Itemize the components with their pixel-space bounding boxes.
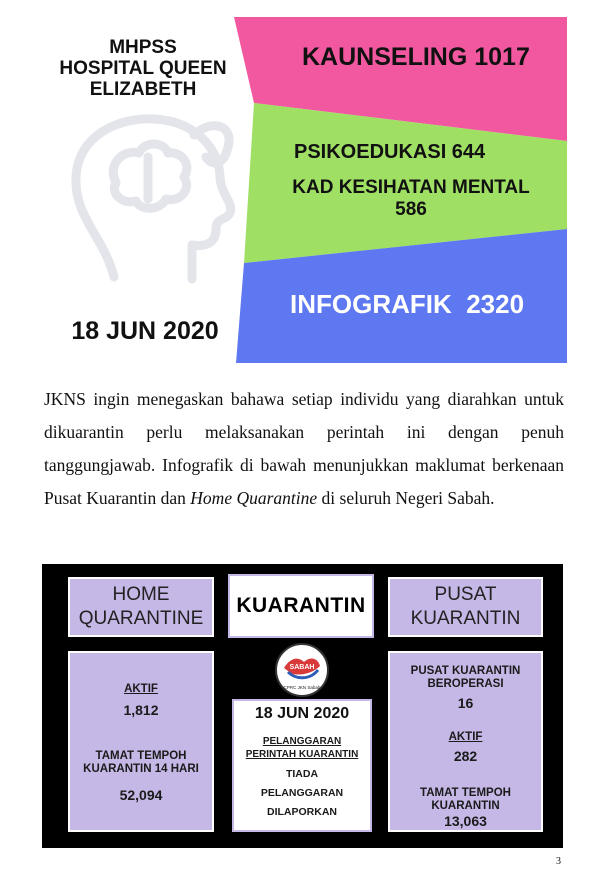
logo-text: SABAH bbox=[289, 664, 315, 671]
pusat-kuarantin-header-text: PUSAT KUARANTIN bbox=[410, 584, 521, 629]
psikoedukasi-stat: PSIKOEDUKASI 644 bbox=[294, 141, 486, 163]
pusat-beroperasi-value: 16 bbox=[457, 695, 474, 711]
paragraph-text: JKNS ingin menegaskan bahawa setiap individu yang diarahkan untuk dikuarantin perlu melaksanakan perintah ini dengan penuh tanggungjawab. Infografik di bawah menunjukkan maklumat berkenaan Pusat Kuarantin dan bbox=[44, 389, 564, 508]
pelanggaran-value: TIADA PELANGGARAN DILAPORKAN bbox=[260, 768, 344, 818]
cprc-sabah-logo bbox=[274, 642, 330, 698]
pusat-kuarantin-header bbox=[388, 577, 543, 637]
kuarantin-infographic bbox=[42, 564, 563, 848]
infografik-stat: INFOGRAFIK 2320 bbox=[290, 289, 525, 319]
mhpss-date: 18 JUN 2020 bbox=[71, 317, 219, 345]
home-tamat-label: TAMAT TEMPOH KUARANTIN 14 HARI bbox=[83, 750, 199, 775]
pusat-beroperasi-label: PUSAT KUARANTIN BEROPERASI bbox=[410, 665, 521, 690]
home-quarantine-stats bbox=[68, 651, 214, 832]
head-brain-icon bbox=[76, 119, 231, 279]
pusat-aktif-value: 282 bbox=[453, 748, 478, 764]
pusat-aktif-label: AKTIF bbox=[448, 731, 483, 743]
kaunseling-stat: KAUNSELING 1017 bbox=[302, 43, 530, 71]
pusat-kuarantin-stats bbox=[388, 651, 543, 832]
center-date-box bbox=[232, 699, 372, 727]
home-quarantine-header-text: HOME QUARANTINE bbox=[78, 584, 204, 629]
home-aktif-value: 1,812 bbox=[123, 702, 159, 718]
paragraph-italic: Home Quarantine bbox=[190, 488, 318, 508]
paragraph-text-end: di seluruh Negeri Sabah. bbox=[317, 488, 495, 508]
mhpss-title: MHPSS HOSPITAL QUEEN ELIZABETH bbox=[59, 37, 227, 100]
pusat-tamat-value: 13,063 bbox=[444, 813, 487, 829]
logo-subtext: CPRC JKN Sabah bbox=[283, 685, 321, 690]
pusat-tamat-label: TAMAT TEMPOH KUARANTIN bbox=[420, 787, 511, 812]
home-tamat-value: 52,094 bbox=[119, 787, 163, 803]
home-quarantine-header bbox=[68, 577, 214, 637]
kuarantin-title: KUARANTIN bbox=[236, 594, 366, 617]
pelanggaran-label: PELANGGARAN PERINTAH KUARANTIN bbox=[245, 736, 359, 760]
kad-kesihatan-stat: KAD KESIHATAN MENTAL 586 bbox=[292, 177, 530, 220]
center-date: 18 JUN 2020 bbox=[254, 705, 350, 722]
mhpss-infographic bbox=[44, 17, 567, 363]
home-aktif-label: AKTIF bbox=[124, 683, 158, 695]
pelanggaran-box bbox=[232, 727, 372, 832]
kuarantin-title-box bbox=[228, 574, 374, 638]
page-number: 3 bbox=[556, 856, 561, 867]
body-paragraph bbox=[44, 383, 564, 515]
